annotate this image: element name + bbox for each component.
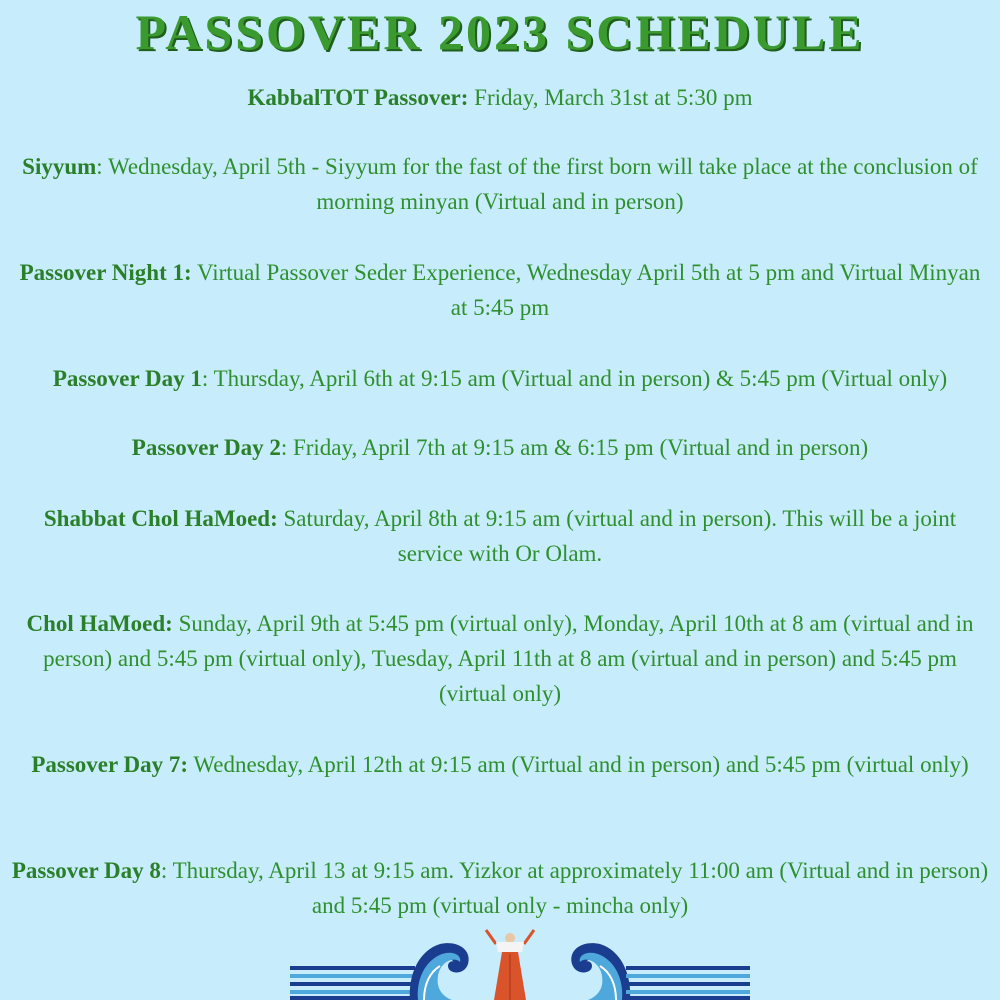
entry-label: Passover Day 2 bbox=[131, 435, 281, 460]
entry-label: Passover Night 1: bbox=[19, 260, 192, 285]
moses-figure-icon bbox=[486, 930, 534, 1000]
schedule-entry-siyyum bbox=[10, 149, 990, 219]
entry-text: Saturday, April 8th at 9:15 am (virtual and in person). This will be a joint service with Or Olam. bbox=[277, 506, 957, 566]
parting-of-the-sea-icon bbox=[290, 928, 750, 1000]
right-wave-icon bbox=[571, 943, 630, 1000]
schedule-entry-day-7 bbox=[10, 747, 990, 782]
entry-label: Passover Day 8 bbox=[11, 858, 161, 883]
entry-text: Virtual Passover Seder Experience, Wednesday April 5th at 5 pm and Virtual Minyan at 5:45 pm bbox=[191, 260, 981, 320]
entry-label: Shabbat Chol HaMoed: bbox=[43, 506, 278, 531]
left-wave-icon bbox=[410, 943, 469, 1000]
schedule-entry-kabbaltot bbox=[10, 80, 990, 115]
page-title: PASSOVER 2023 SCHEDULE bbox=[135, 4, 865, 60]
schedule-entry-chol-hamoed bbox=[10, 606, 990, 711]
entry-text: Friday, March 31st at 5:30 pm bbox=[468, 85, 753, 110]
entry-label: KabbalTOT Passover: bbox=[247, 85, 469, 110]
entry-text: Wednesday, April 12th at 9:15 am (Virtual and in person) and 5:45 pm (virtual only) bbox=[188, 752, 969, 777]
entry-label: Passover Day 1 bbox=[52, 366, 202, 391]
entry-label: Siyyum bbox=[22, 154, 97, 179]
schedule-entry-shabbat-chol-hamoed bbox=[10, 501, 990, 571]
right-waves-stripes-icon bbox=[626, 966, 750, 1000]
entry-text: : Thursday, April 6th at 9:15 am (Virtual and in person) & 5:45 pm (Virtual only) bbox=[201, 366, 948, 391]
schedule-entry-night-1 bbox=[10, 255, 990, 325]
entry-text: : Friday, April 7th at 9:15 am & 6:15 pm (Virtual and in person) bbox=[280, 435, 869, 460]
left-waves-stripes-icon bbox=[290, 966, 415, 1000]
entry-text: Sunday, April 9th at 5:45 pm (virtual only), Monday, April 10th at 8 am (virtual and in person) and 5:45 pm (virtual only), Tuesday, April 11th at 8 am (virtual and in person) and 5:45 pm (virtual only) bbox=[43, 611, 974, 706]
entry-label: Chol HaMoed: bbox=[26, 611, 173, 636]
entry-text: : Thursday, April 13 at 9:15 am. Yizkor at approximately 11:00 am (Virtual and in person) and 5:45 pm (virtual only - mincha only) bbox=[160, 858, 989, 918]
entry-label: Passover Day 7: bbox=[31, 752, 189, 777]
entry-text: : Wednesday, April 5th - Siyyum for the fast of the first born will take place at the conclusion of morning minyan (Virtual and in person) bbox=[96, 154, 978, 214]
schedule-entry-day-8 bbox=[10, 853, 990, 923]
schedule-entry-day-2 bbox=[10, 430, 990, 465]
schedule-entry-day-1 bbox=[10, 361, 990, 396]
